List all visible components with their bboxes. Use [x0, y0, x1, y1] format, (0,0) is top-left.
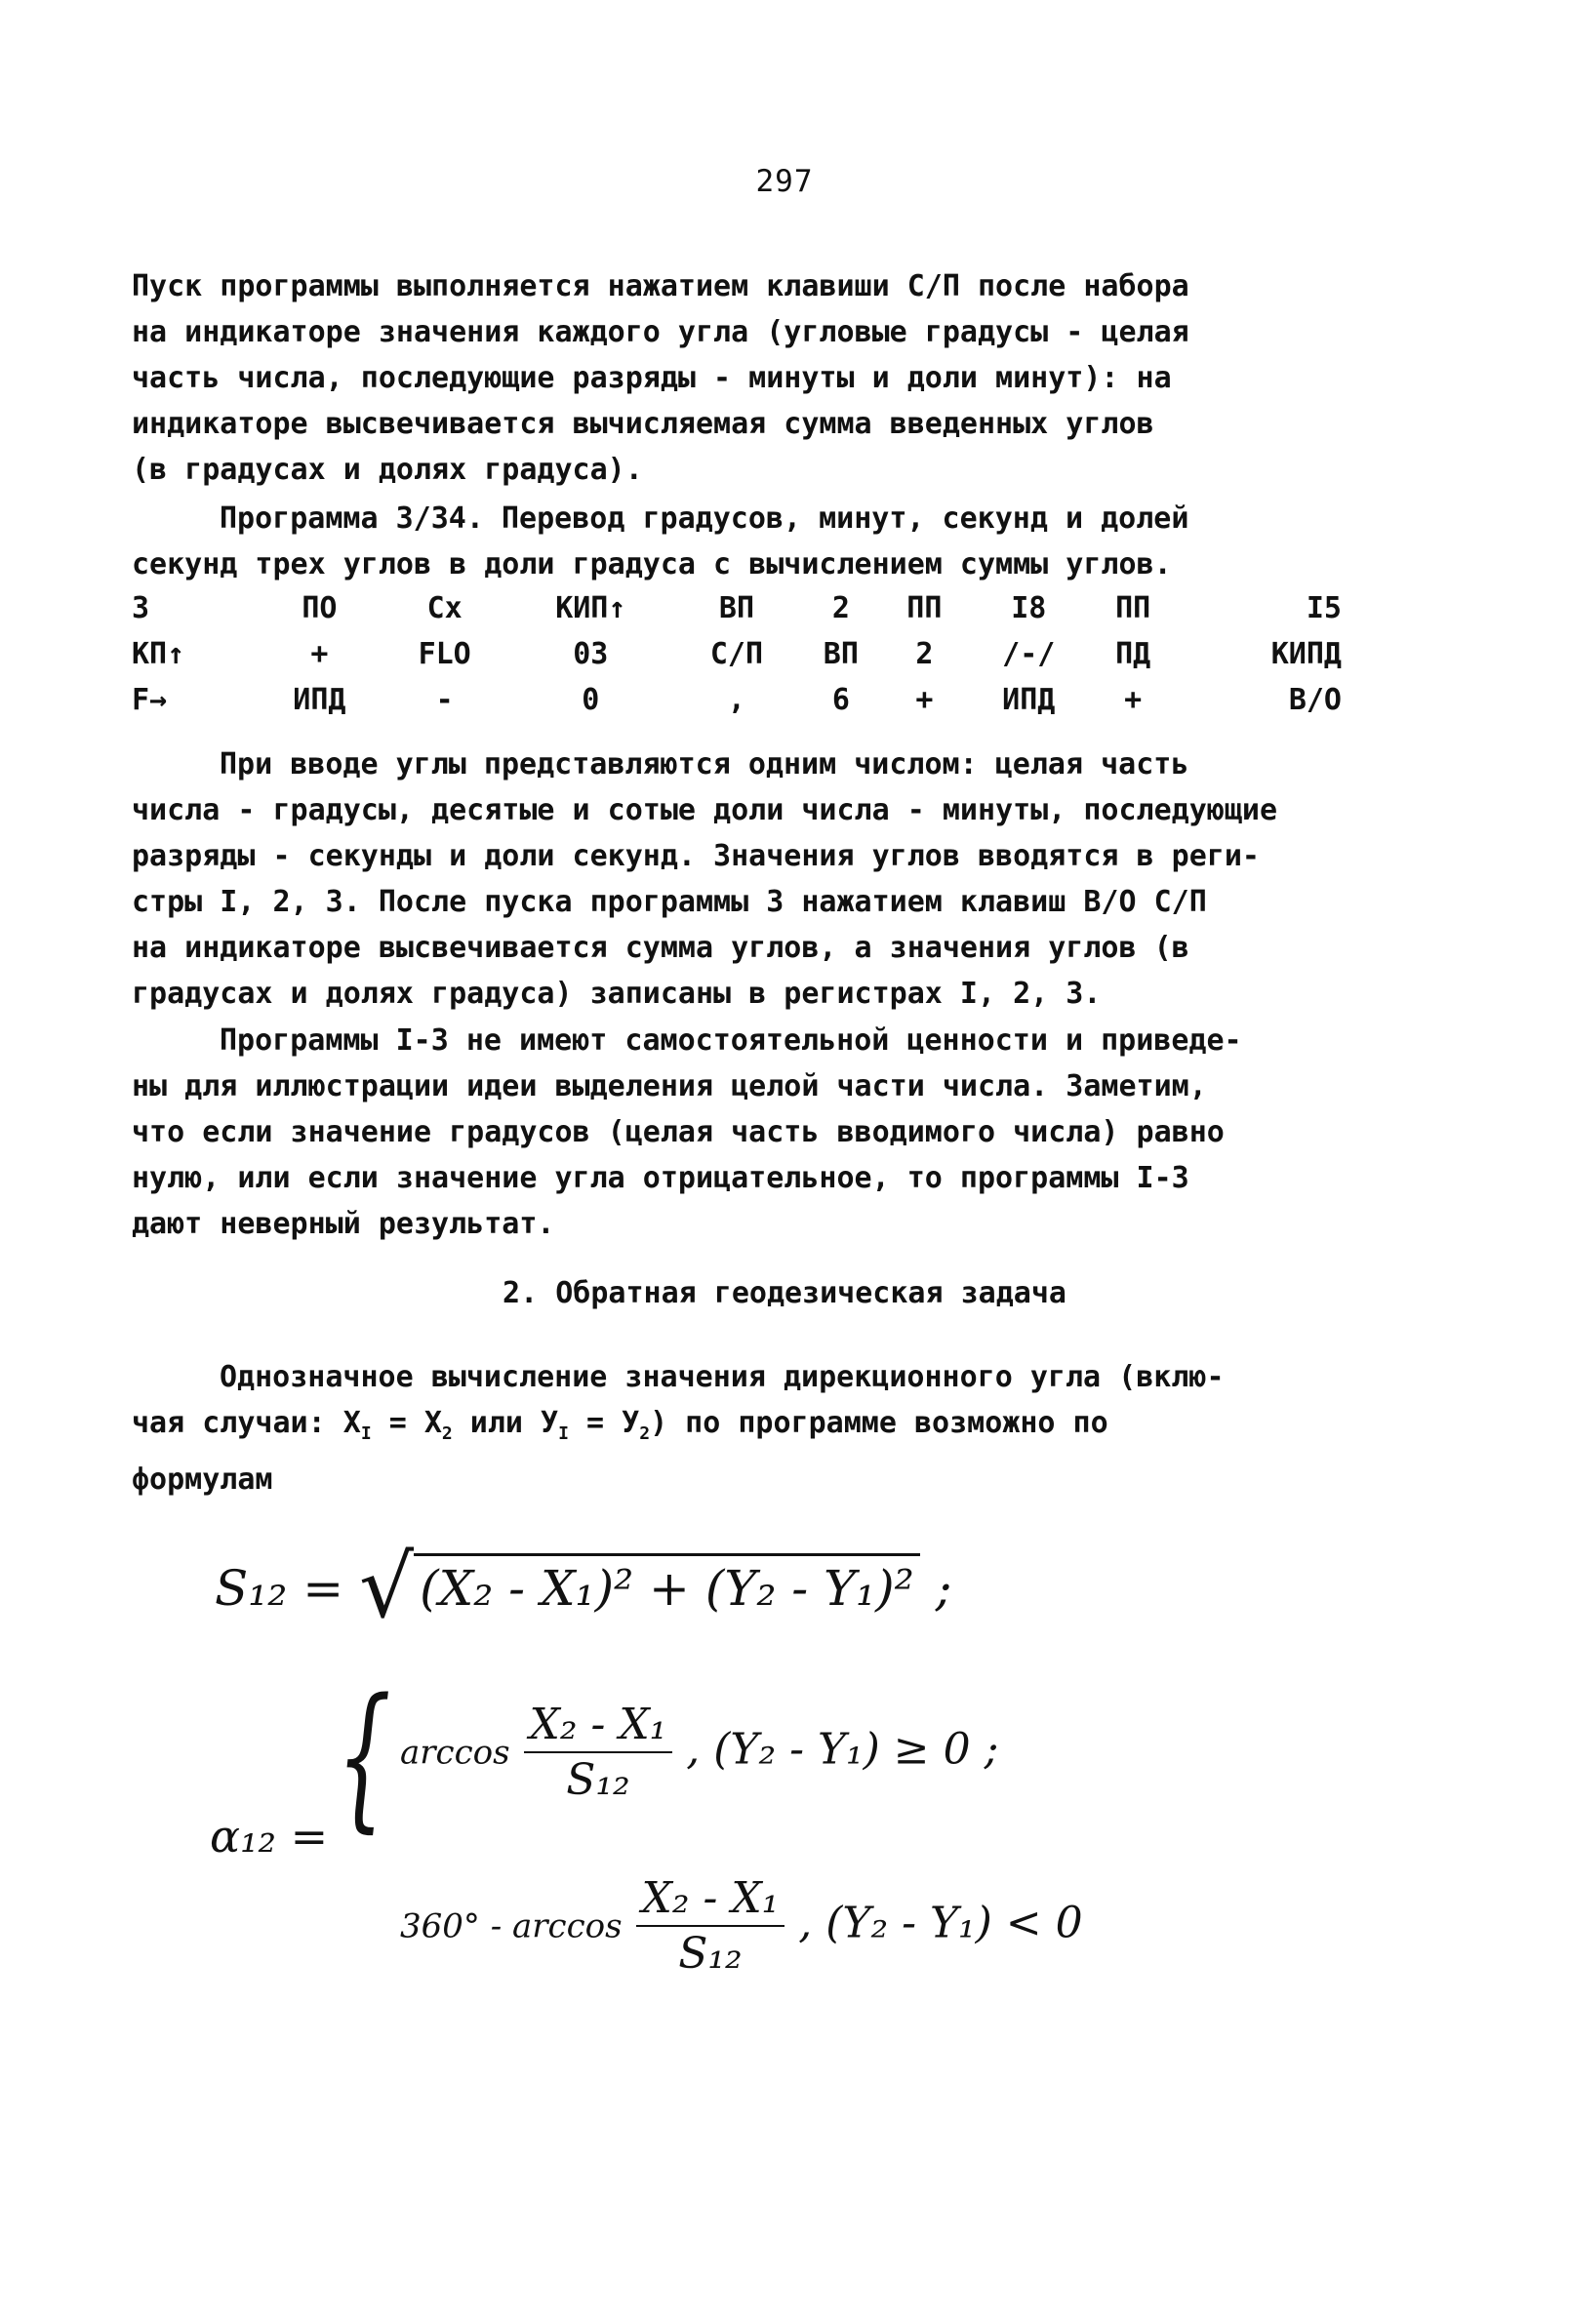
program-cell: 0	[582, 683, 600, 717]
paragraph-angle-input	[132, 741, 1342, 1017]
case1-function: arccos	[400, 1733, 510, 1773]
program-cell: ИПД	[1002, 683, 1056, 717]
left-brace-icon: {	[337, 1664, 391, 1847]
program-cell: ПД	[1115, 637, 1151, 671]
program-cell: КИПД	[1270, 637, 1342, 671]
text-line: дают неверный результат.	[132, 1207, 555, 1241]
program-cell: ВП	[718, 591, 755, 625]
program-cell: ИПД	[293, 683, 346, 717]
program-cell: Сх	[426, 591, 463, 625]
text-line: на индикаторе высвечивается сумма углов, а значения углов (в	[132, 931, 1189, 965]
program-cell: ,	[727, 683, 745, 717]
formula-radicand: (X₂ - X₁)² + (Y₂ - Y₁)²	[414, 1553, 920, 1617]
text-line: Однозначное вычисление значения дирекционного угла (вклю-	[220, 1360, 1225, 1394]
program-cell: -	[435, 683, 454, 717]
text-line: При вводе углы представляются одним числом: целая часть	[220, 747, 1189, 781]
paragraph-inverse-problem	[132, 1354, 1342, 1503]
case2-numerator: X₂ - X₁	[636, 1873, 785, 1927]
program-cell: ПП	[1115, 591, 1151, 625]
program-cell: С/П	[709, 637, 764, 671]
text-line: чая случаи: $X_I = X_2$ или $У_I = У_2$) по программе возможно по	[132, 1406, 1108, 1444]
text-line: Пуск программы выполняется нажатием клавиши С/П после набора	[132, 269, 1189, 303]
program-cell: F→	[132, 683, 168, 717]
program-cell: +	[310, 637, 329, 671]
case1-condition: , (Y₂ - Y₁) ≥ 0 ;	[686, 1724, 999, 1775]
case2-denominator: S₁₂	[678, 1929, 743, 1979]
text-line: нулю, или если значение угла отрицательное, то программы I-3	[132, 1161, 1189, 1195]
text-line: формулам	[132, 1463, 273, 1497]
text-line: разряды - секунды и доли секунд. Значения углов вводятся в реги-	[132, 839, 1260, 873]
text-line: стры I, 2, 3. После пуска программы 3 нажатием клавиш В/О С/П	[132, 885, 1207, 919]
program-row	[132, 585, 1342, 631]
program-cell: 3	[132, 591, 150, 625]
text-line: числа - градусы, десятые и сотые доли числа - минуты, последующие	[132, 793, 1277, 827]
case2-fraction	[636, 1873, 785, 1979]
program-listing	[132, 585, 1342, 723]
program-cell: +	[1124, 683, 1143, 717]
program-row	[132, 677, 1342, 723]
text-line: Программы I-3 не имеют самостоятельной ценности и приведе-	[220, 1023, 1242, 1058]
program-row	[132, 631, 1342, 677]
text-line: градусах и долях градуса) записаны в регистрах I, 2, 3.	[132, 977, 1102, 1011]
formula-lhs: S₁₂ =	[215, 1560, 344, 1617]
program-cell: 6	[831, 683, 850, 717]
program-cell: I8	[1011, 591, 1047, 625]
case1-fraction	[524, 1700, 673, 1805]
program-cell: /-/	[1002, 637, 1056, 671]
text-line: часть числа, последующие разряды - минуты и доли минут): на	[132, 361, 1172, 395]
paragraph-program-launch	[132, 263, 1342, 493]
text-line: на индикаторе значения каждого угла (угловые градусы - целая	[132, 315, 1189, 349]
program-cell: FLO	[418, 637, 471, 671]
case2-prefix: 360° - arccos	[400, 1906, 623, 1946]
text-line: Программа 3/34. Перевод градусов, минут, секунд и долей	[220, 501, 1189, 536]
case1-numerator: X₂ - X₁	[524, 1700, 673, 1753]
text-line: индикаторе высвечивается вычисляемая сумма введенных углов	[132, 407, 1154, 441]
formula-tail: ;	[935, 1560, 952, 1617]
program-cell: ПП	[906, 591, 943, 625]
distance-formula	[215, 1537, 951, 1637]
paragraph-program-3-34	[132, 496, 1342, 587]
sqrt-sign-icon: √	[359, 1537, 415, 1637]
text-line: (в градусах и долях градуса).	[132, 453, 643, 487]
section-title: 2. Обратная геодезическая задача	[503, 1276, 1066, 1310]
program-cell: I5	[1306, 591, 1342, 625]
program-cell: ВП	[823, 637, 859, 671]
angle-formula-lhs: α₁₂ =	[210, 1810, 329, 1863]
paragraph-programs-note	[132, 1018, 1342, 1247]
page-number: 297	[755, 164, 814, 199]
text-line: что если значение градусов (целая часть вводимого числа) равно	[132, 1115, 1225, 1149]
case2-condition: , (Y₂ - Y₁) < 0	[798, 1898, 1083, 1948]
program-cell: +	[915, 683, 934, 717]
program-cell: В/О	[1288, 683, 1342, 717]
case1-denominator: S₁₂	[566, 1755, 630, 1805]
angle-case-2	[400, 1873, 1083, 1979]
program-cell: 2	[915, 637, 934, 671]
text-line: ны для иллюстрации идеи выделения целой части числа. Заметим,	[132, 1069, 1207, 1103]
program-cell: ПО	[302, 591, 338, 625]
text-line: секунд трех углов в доли градуса с вычислением суммы углов.	[132, 547, 1172, 581]
program-cell: 03	[573, 637, 609, 671]
angle-case-1	[400, 1700, 998, 1805]
program-cell: КИП↑	[555, 591, 626, 625]
program-cell: КП↑	[132, 637, 185, 671]
program-cell: 2	[831, 591, 850, 625]
